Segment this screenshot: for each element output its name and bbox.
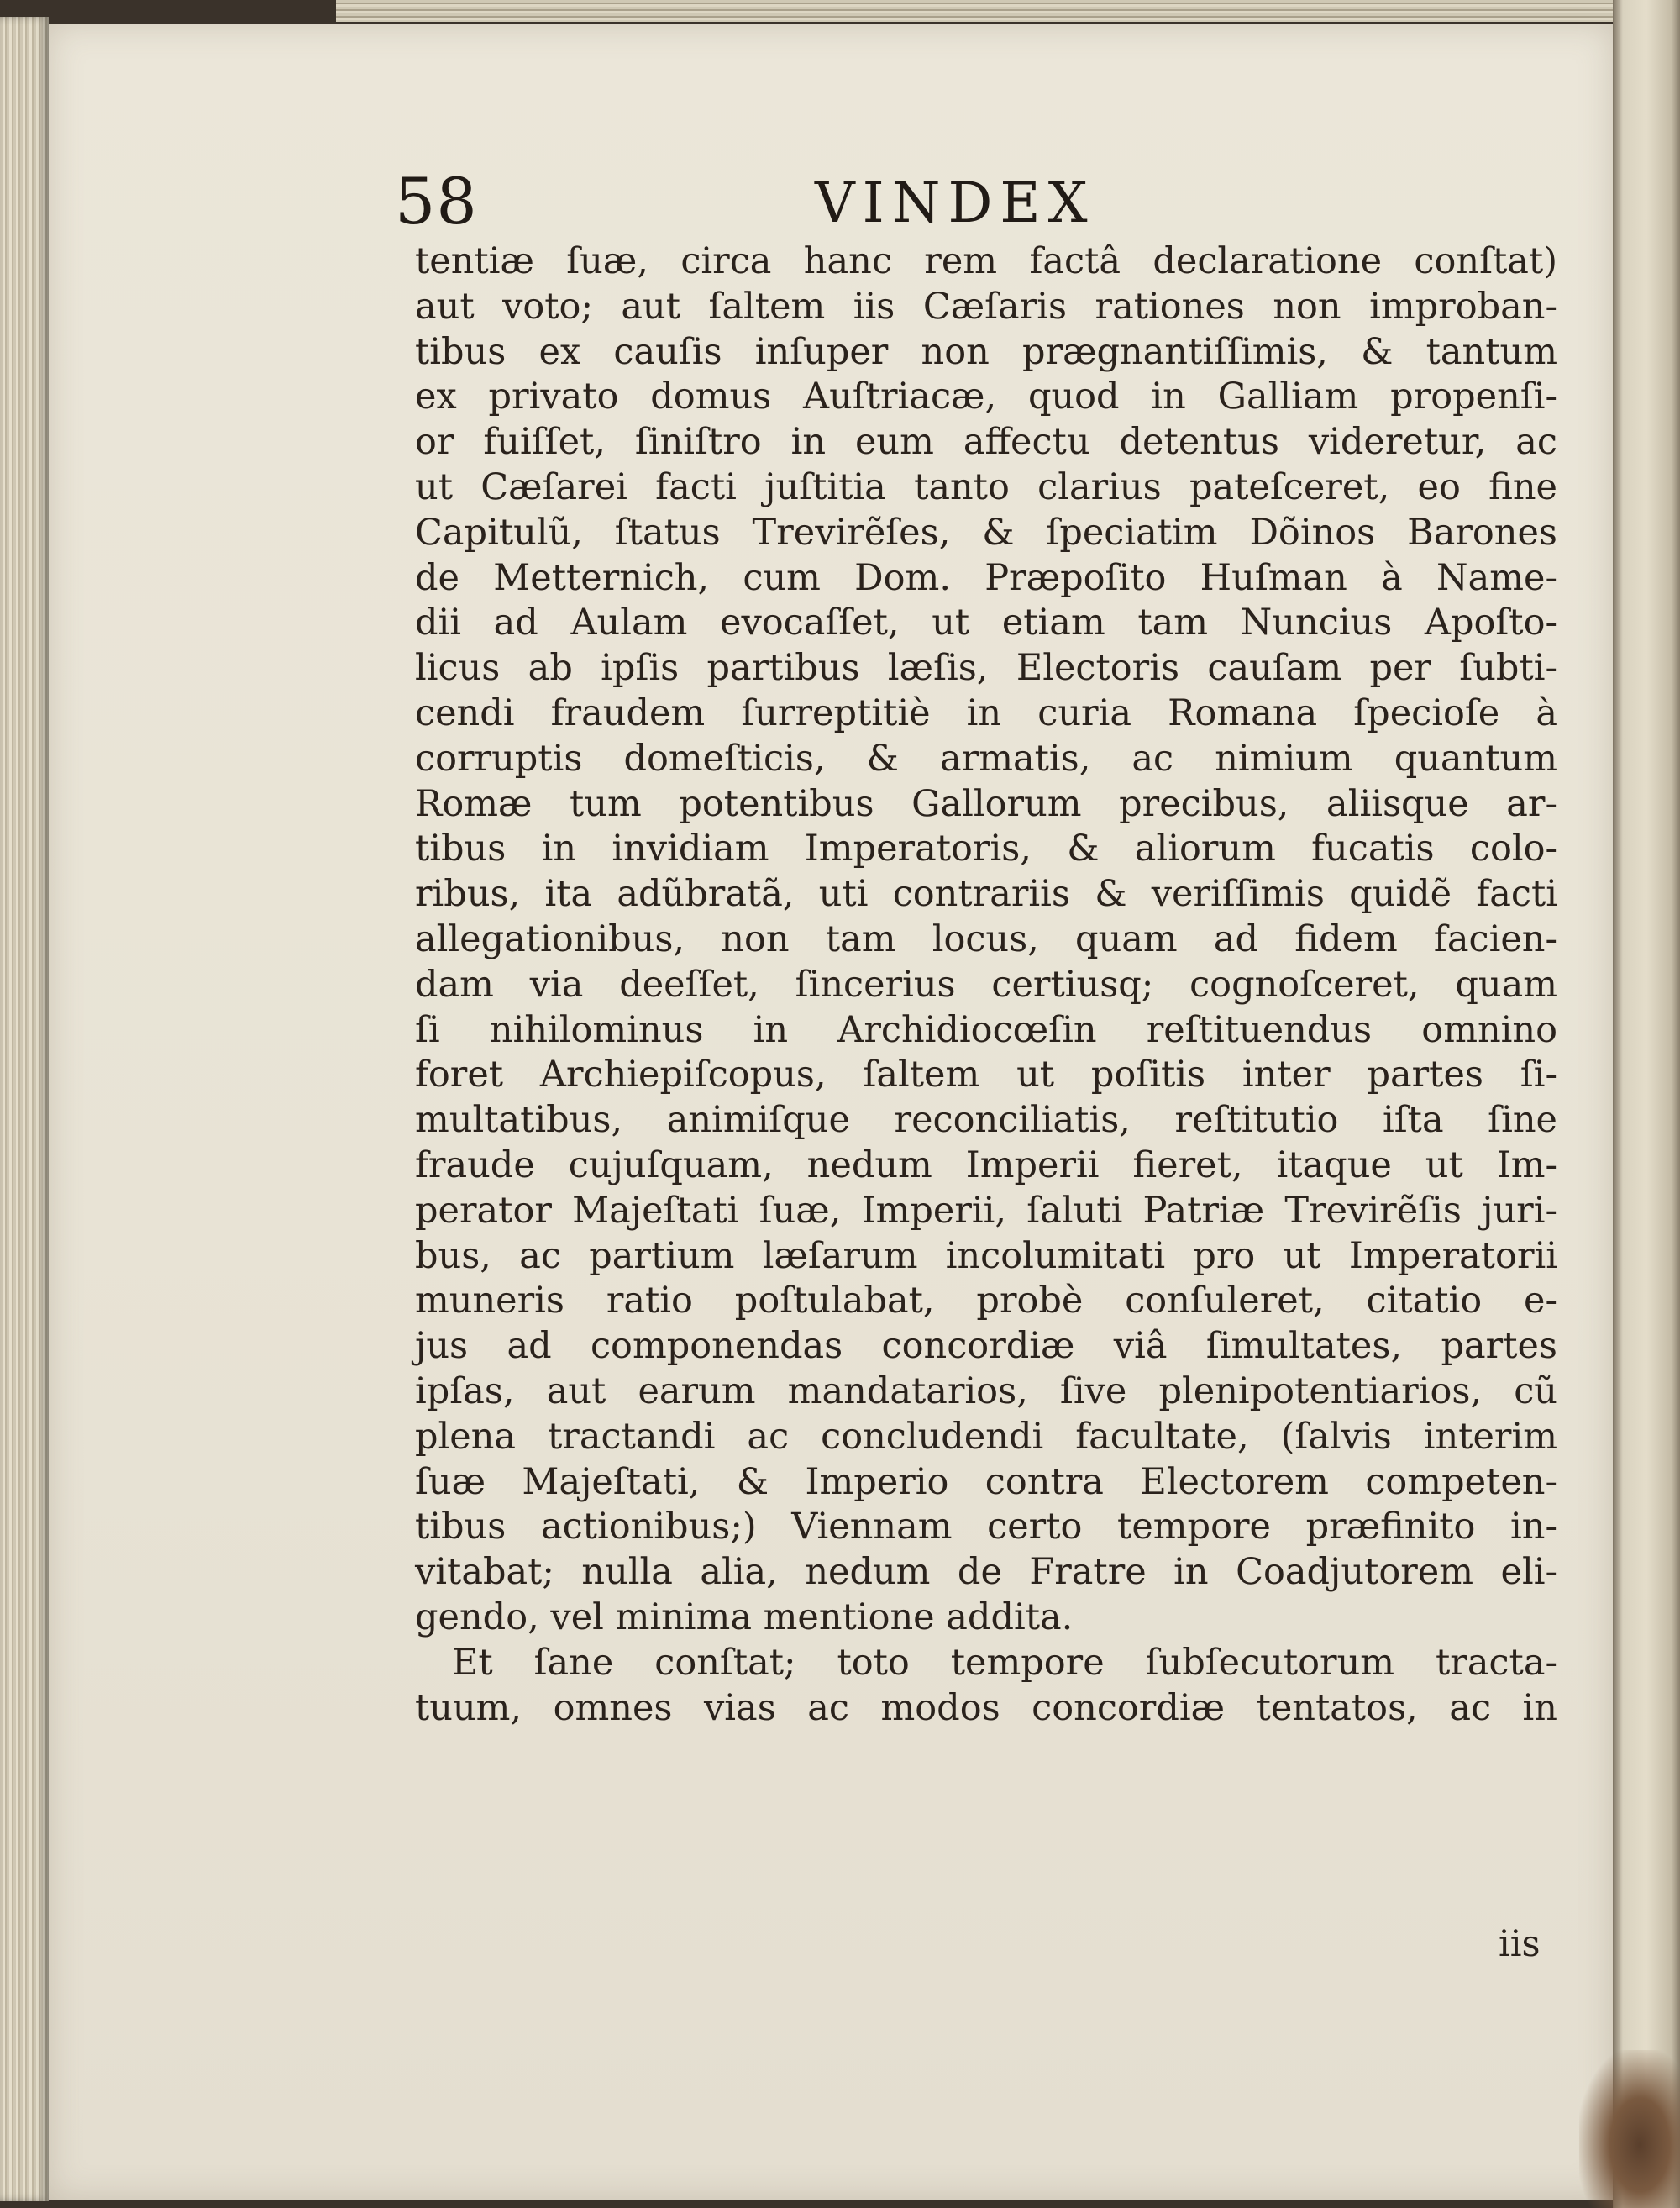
text-line: ut Cæſarei facti juſtitia tanto clarius pateſceret, eo fine [415,465,1557,508]
text-line: ex privato domus Auſtriacæ, quod in Galliam propenſi- [415,376,1557,418]
text-line: foret Archiepiſcopus, ſaltem ut poſitis inter partes ſi- [415,1054,1557,1096]
text-line: cendi fraudem ſurreptitiè in curia Romana ſpecioſe à [415,691,1557,734]
text-line: Et ſane conſtat; toto tempore ſubſecutorum tracta- [452,1641,1557,1684]
catchword: iis [1499,1923,1541,1965]
text-line: plena tractandi ac concludendi facultate, (ſalvis interim [415,1415,1557,1458]
text-line: fraude cujuſquam, nedum Imperii fieret, itaque ut Im- [415,1143,1557,1186]
text-line: ipſas, aut earum mandatarios, ſive plenipotentiarios, cũ [415,1369,1557,1412]
text-line: Capitulũ, ſtatus Trevirẽſes, & ſpeciatim Dõinos Barones [415,511,1557,554]
text-line: dam via deeſſet, ſincerius certiusq; cognoſceret, quam [415,963,1557,1006]
left-page-edges [0,17,49,2201]
text-line: tentiæ ſuæ, circa hanc rem factâ declaratione conſtat) [415,240,1557,282]
text-line: or fuiſſet, ſiniſtro in eum affectu detentus videretur, ac [415,421,1557,464]
text-line: vitabat; nulla alia, nedum de Fratre in Coadjutorem eli- [415,1551,1557,1594]
running-title: VINDEX [815,171,1095,235]
text-line: muneris ratio poſtulabat, probè conſuleret, citatio e- [415,1280,1557,1322]
body-text [415,239,1557,1731]
text-line: tuum, omnes vias ac modos concordiæ tentatos, ac in [415,1686,1557,1729]
text-line: bus, ac partium læſarum incolumitati pro ut Imperatorii [415,1234,1557,1277]
page-header [395,164,1151,239]
text-line: Romæ tum potentibus Gallorum precibus, aliisque ar- [415,782,1557,825]
text-line: ſi nihilominus in Archidiocœſin reſtituendus omnino [415,1008,1557,1051]
text-line: allegationibus, non tam locus, quam ad fidem facien- [415,917,1557,960]
text-line: aut voto; aut ſaltem iis Cæſaris rationes non improban- [415,285,1557,328]
text-line: gendo, vel minima mentione addita. [415,1596,1074,1638]
text-line: multatibus, animiſque reconciliatis, reſtitutio iſta ſine [415,1099,1557,1142]
text-line: de Metternich, cum Dom. Præpoſito Huſman à Name- [415,556,1557,599]
text-line: ſuæ Majeſtati, & Imperio contra Electorem competen- [415,1460,1557,1503]
text-line: tibus in invidiam Imperatoris, & aliorum fucatis colo- [415,828,1557,870]
binding-stain [1579,2050,1680,2208]
text-line: dii ad Aulam evocaſſet, ut etiam tam Nuncius Apoſto- [415,602,1557,644]
text-line: perator Majeſtati ſuæ, Imperii, ſaluti Patriæ Trevirẽſis juri- [415,1189,1557,1232]
page-number: 58 [395,164,478,239]
text-line: tibus actionibus;) Viennam certo tempore præfinito in- [415,1506,1557,1548]
text-line: ribus, ita adũbratã, uti contrariis & veriſſimis quidẽ facti [415,873,1557,916]
text-line: corruptis domeſticis, & armatis, ac nimium quantum [415,737,1557,780]
text-line: jus ad componendas concordiæ viâ ſimultates, partes [415,1325,1557,1368]
right-page-edges [1613,0,1680,2208]
text-line: tibus ex cauſis inſuper non prægnantiſſimis, & tantum [415,330,1557,373]
top-page-edges [336,0,1680,22]
text-line: licus ab ipſis partibus læſis, Electoris cauſam per ſubti- [415,647,1557,690]
